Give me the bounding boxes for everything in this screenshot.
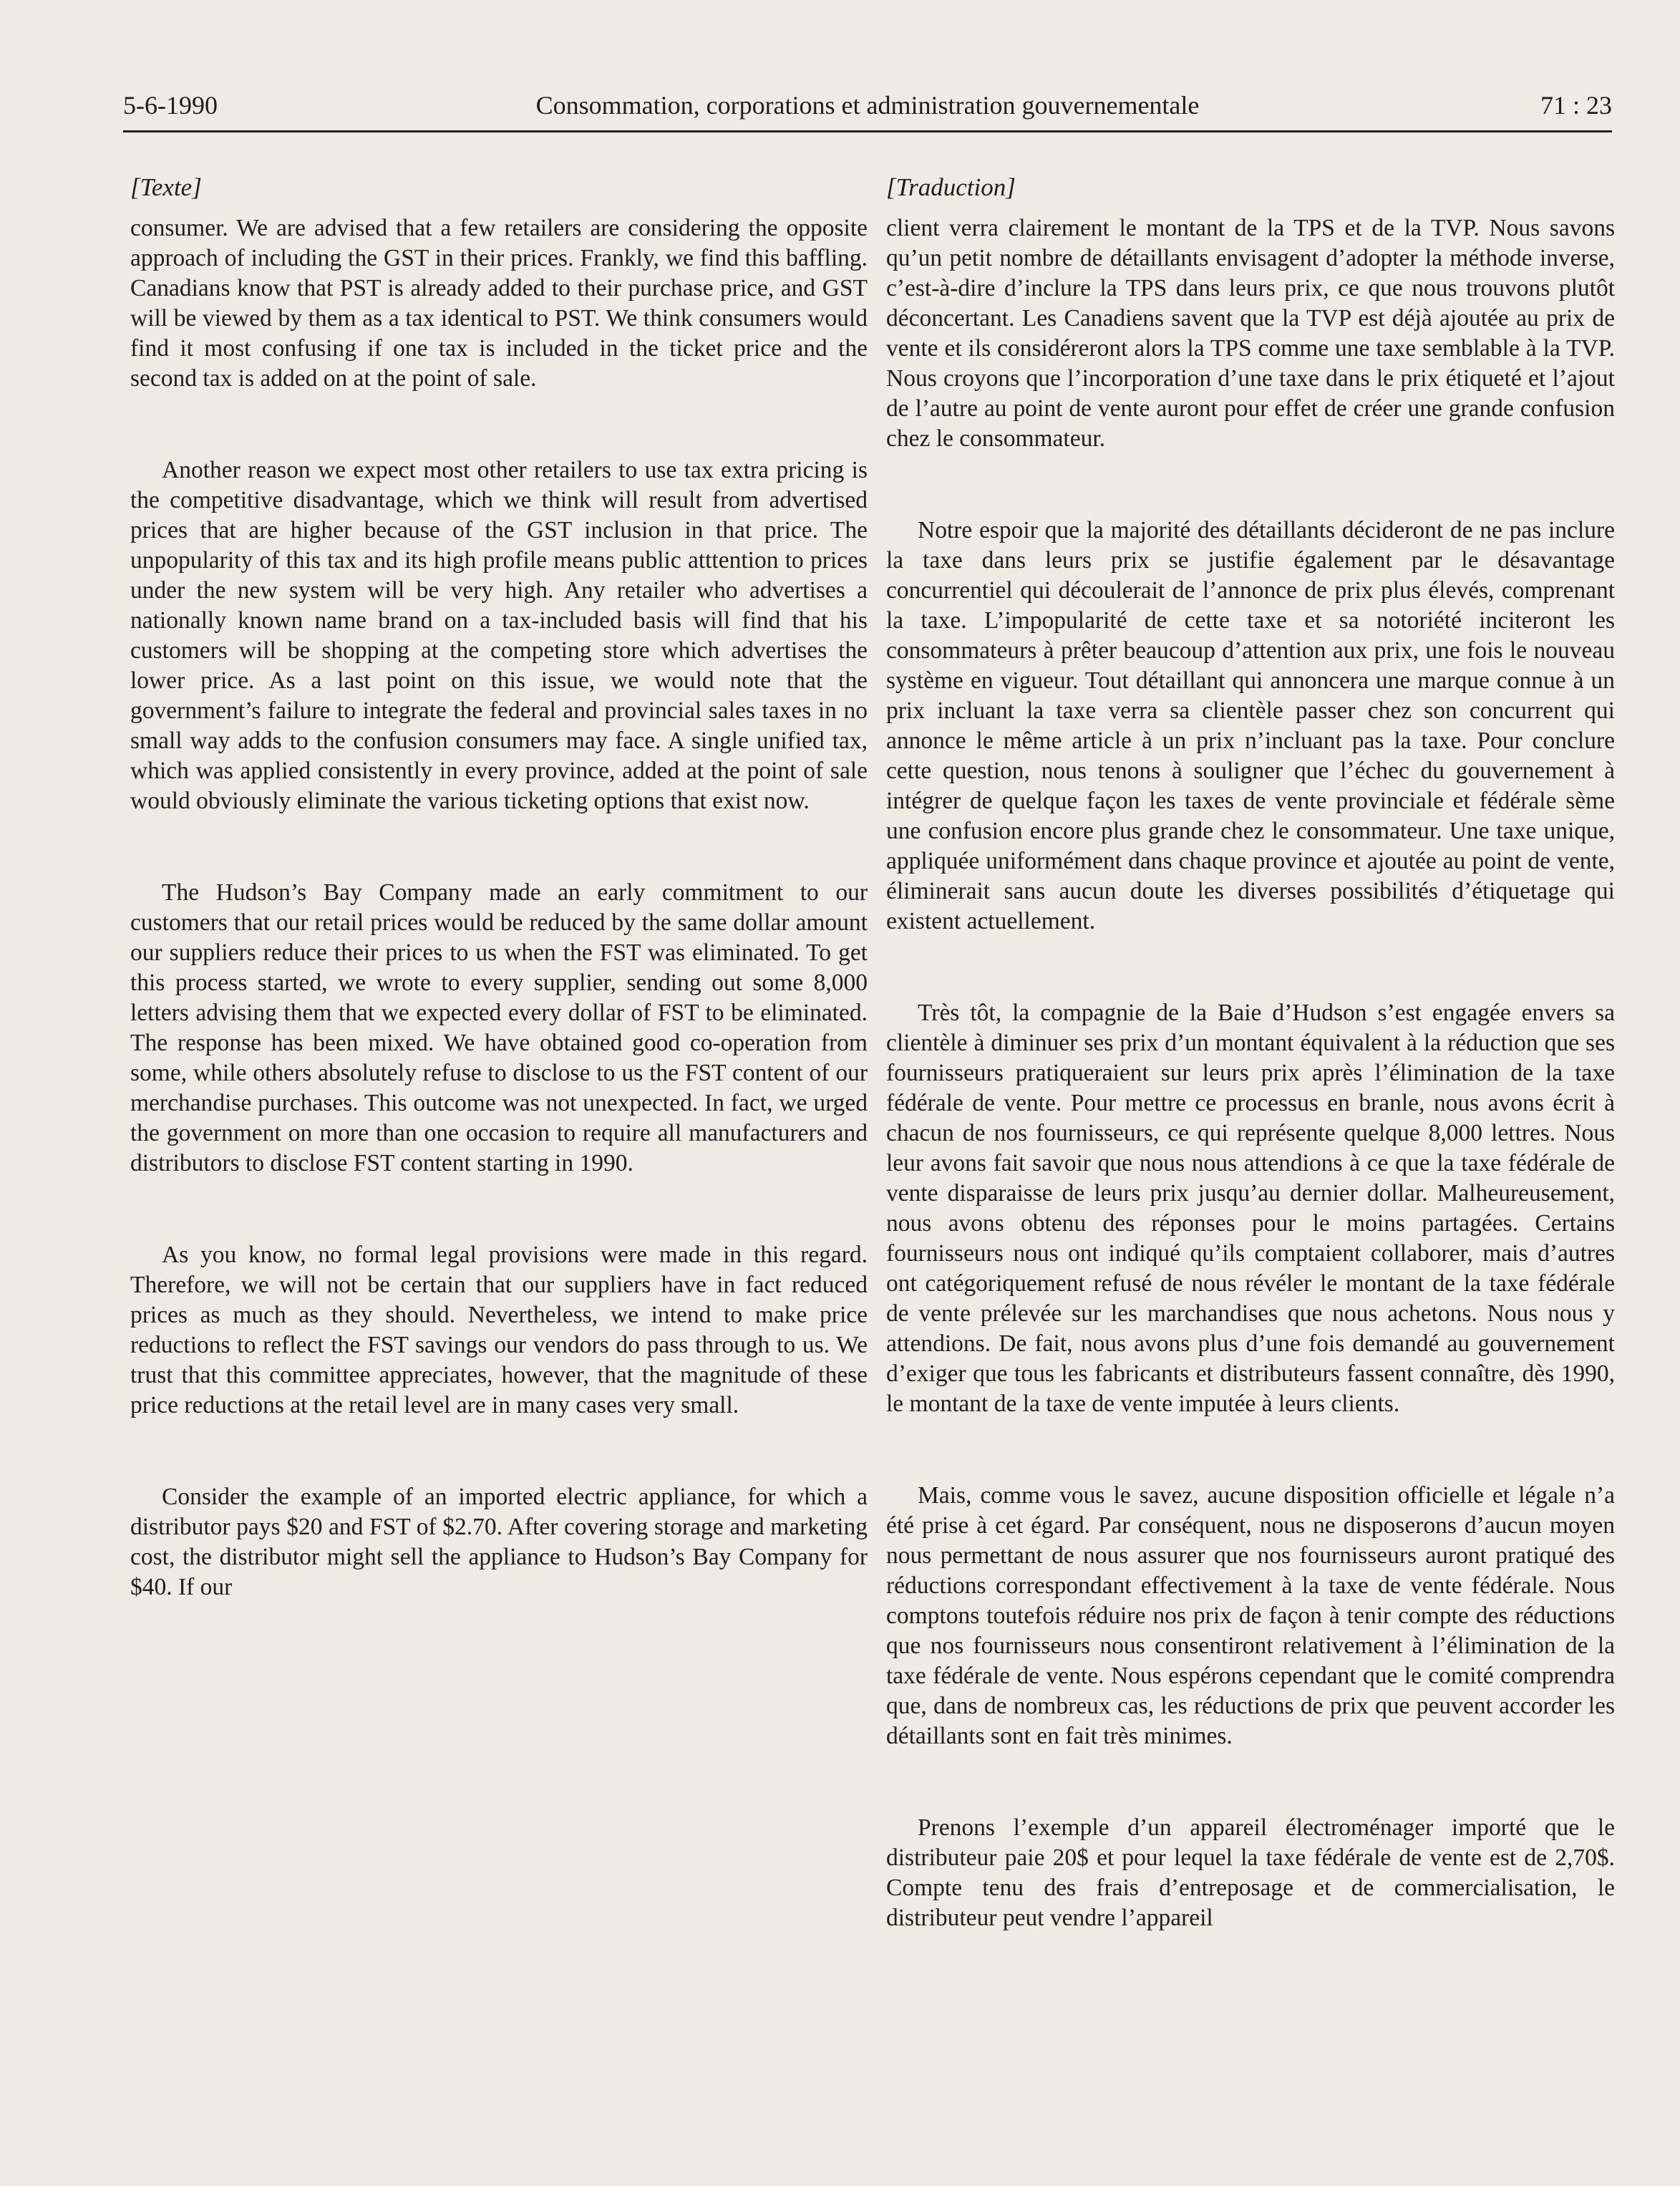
header-date: 5-6-1990	[123, 91, 218, 120]
paragraph: Consider the example of an imported electric appliance, for which a distributor pays $20 and FST of $2.70. After covering storage and marketing cost, the distributor might sell the appliance to Hudson’s Bay Company for $40. If our	[130, 1484, 868, 1600]
english-column	[130, 172, 868, 1602]
header-page-number: 71 : 23	[1540, 91, 1612, 120]
paragraph: Prenons l’exemple d’un appareil électroménager importé que le distributeur paie 20$ et pour lequel la taxe fédérale de vente est de 2,70$. Compte tenu des frais d’entreposage et de commercialisation, le distributeur peut vendre l’appareil	[886, 1814, 1615, 1931]
french-column	[886, 172, 1615, 1933]
running-header	[123, 87, 1612, 132]
paragraph: As you know, no formal legal provisions were made in this regard. Therefore, we will not be certain that our suppliers have in fact reduced prices as much as they should. Nevertheless, we intend to make price reductions to reflect the FST savings our vendors do pass through to us. We trust that this committee appreciates, however, that the magnitude of these price reductions at the retail level are in many cases very small.	[130, 1242, 868, 1418]
paragraph: client verra clairement le montant de la TPS et de la TVP. Nous savons qu’un petit nombre de détaillants envisagent d’adopter la méthode inverse, c’est-à-dire d’inclure la TPS dans leurs prix, ce que nous trouvons plutôt déconcertant. Les Canadiens savent que la TVP est déjà ajoutée au prix de vente et ils considéreront alors la TPS comme une taxe semblable à la TVP. Nous croyons que l’incorporation d’une taxe dans le prix étiqueté et l’ajout de l’autre au point de vente auront pour effet de créer une grande confusion chez le consommateur.	[886, 215, 1615, 452]
column-label-traduction: [Traduction]	[886, 173, 1016, 201]
paragraph: Another reason we expect most other retailers to use tax extra pricing is the competitive disadvantage, which we think will result from advertised prices that are higher because of the GST inclusion in that price. The unpopularity of this tax and its high profile means public atttention to prices under the new system will be very high. Any retailer who advertises a nationally known name brand on a tax-included basis will find that his customers will be shopping at the competing store which advertises the lower price. As a last point on this issue, we would note that the government’s failure to integrate the federal and provincial sales taxes in no small way adds to the confusion consumers may face. A single unified tax, which was applied consistently in every province, added at the point of sale would obviously eliminate the various ticketing options that exist now.	[130, 457, 868, 814]
header-title: Consommation, corporations et administration gouvernementale	[535, 91, 1200, 120]
column-label-texte: [Texte]	[130, 173, 202, 201]
paragraph: Notre espoir que la majorité des détaillants décideront de ne pas inclure la taxe dans leurs prix se justifie également par le désavantage concurrentiel qui découlerait de l’annonce de prix plus élevés, comprenant la taxe. L’impopularité de cette taxe et sa notoriété inciteront les consommateurs à prêter beaucoup d’attention aux prix, une fois le nouveau système en vigueur. Tout détaillant qui annoncera une marque connue à un prix incluant la taxe verra sa clientèle passer chez son concurrent qui annonce le même article à un prix n’incluant pas la taxe. Pour conclure cette question, nous tenons à souligner que l’échec du gouvernement à intégrer de quelque façon les taxes de vente provinciale et fédérale sème une confusion encore plus grande chez le consommateur. Une taxe unique, appliquée uniformément dans chaque province et ajoutée au point de vente, éliminerait sans aucun doute les diverses possibilités d’étiquetage qui existent actuellement.	[886, 517, 1615, 934]
paragraph: consumer. We are advised that a few retailers are considering the opposite approach of including the GST in their prices. Frankly, we find this baffling. Canadians know that PST is already added to their purchase price, and GST will be viewed by them as a tax identical to PST. We think consumers would find it most confusing if one tax is included in the ticket price and the second tax is added on at the point of sale.	[130, 215, 868, 392]
paragraph: The Hudson’s Bay Company made an early commitment to our customers that our retail prices would be reduced by the same dollar amount our suppliers reduce their prices to us when the FST was eliminated. To get this process started, we wrote to every supplier, sending out some 8,000 letters advising them that we expected every dollar of FST to be eliminated. The response has been mixed. We have obtained good co-operation from some, while others absolutely refuse to disclose to us the FST content of our merchandise purchases. This outcome was not unexpected. In fact, we urged the government on more than one occasion to require all manufacturers and distributors to disclose FST content starting in 1990.	[130, 879, 868, 1176]
paragraph: Mais, comme vous le savez, aucune disposition officielle et légale n’a été prise à cet égard. Par conséquent, nous ne disposerons d’aucun moyen nous permettant de nous assurer que nos fournisseurs auront pratiqué des réductions correspondant effectivement à la taxe de vente fédérale. Nous comptons toutefois réduire nos prix de façon à tenir compte des réductions que nos fournisseurs nous consentiront relativement à l’élimination de la taxe fédérale de vente. Nous espérons cependant que le comité comprendra que, dans de nombreux cas, les réductions de prix que peuvent accorder les détaillants sont en fait très minimes.	[886, 1482, 1615, 1749]
paragraph: Très tôt, la compagnie de la Baie d’Hudson s’est engagée envers sa clientèle à diminuer ses prix d’un montant équivalent à la réduction que ses fournisseurs pratiqueraient sur leurs prix après l’élimination de la taxe fédérale de vente. Pour mettre ce processus en branle, nous avons écrit à chacun de nos fournisseurs, ce qui représente quelque 8,000 lettres. Nous leur avons fait savoir que nous nous attendions à ce que la taxe fédérale de vente disparaisse de leurs prix jusqu’au dernier dollar. Malheureusement, nous avons obtenu des réponses pour le moins partagées. Certains fournisseurs nous ont indiqué qu’ils comptaient collaborer, mais d’autres ont catégoriquement refusé de nous révéler le montant de la taxe fédérale de vente prélevée sur les marchandises que nous achetons. Nous nous y attendions. De fait, nous avons plus d’une fois demandé au gouvernement d’exiger que tous les fabricants et distributeurs fassent connaître, dès 1990, le montant de la taxe de vente imputée à leurs clients.	[886, 1000, 1615, 1417]
